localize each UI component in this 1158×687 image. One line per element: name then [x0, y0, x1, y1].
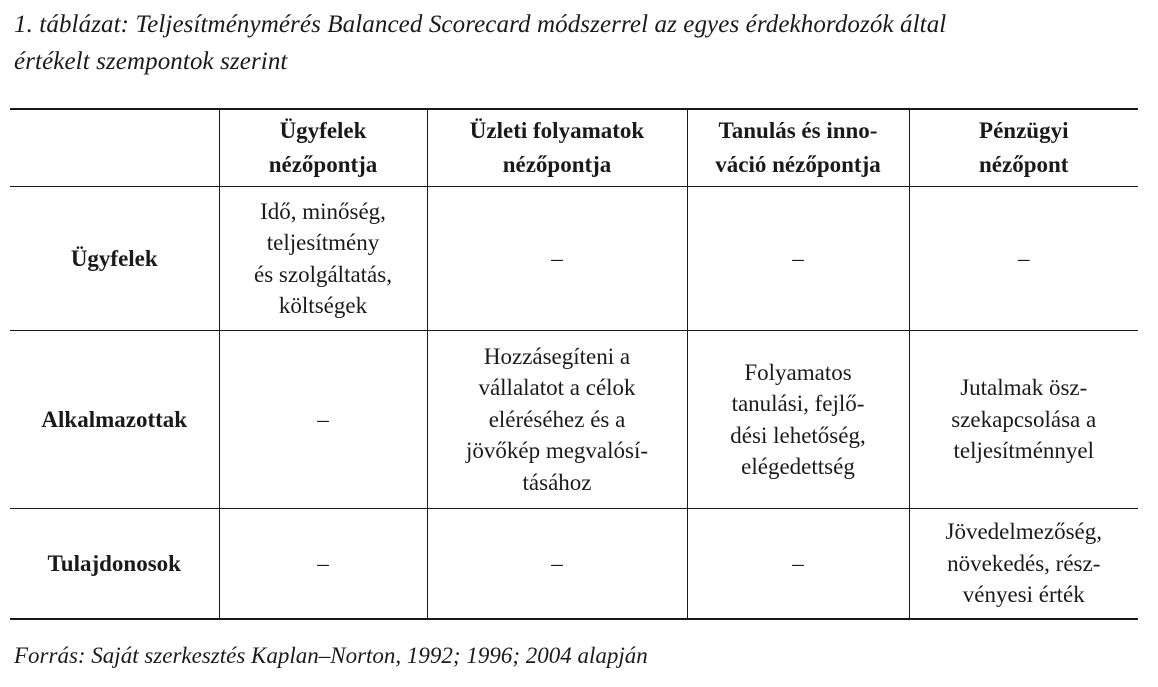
column-header-penzugyi	[909, 109, 1138, 187]
header-line: Ügyfelek	[279, 118, 367, 143]
table-row-tulajdonosok	[10, 509, 1138, 620]
cell-line: jövőkép megvalósí-	[465, 438, 649, 464]
corner-cell	[10, 109, 219, 187]
cell-line: Folyamatos	[744, 359, 852, 385]
cell-line: Hozzásegíteni a	[483, 343, 631, 369]
cell-line: vényesi érték	[962, 582, 1085, 608]
cell-line: –	[317, 550, 329, 576]
cell-line: –	[792, 550, 804, 576]
cell-line: növekedés, rész-	[947, 550, 1101, 576]
cell-line: tásához	[522, 469, 592, 495]
table-cell	[687, 187, 909, 331]
header-line: Üzleti folyamatok	[469, 118, 645, 143]
cell-line: –	[1018, 245, 1030, 271]
scorecard-table-wrapper	[10, 108, 1138, 620]
table-header-row	[10, 109, 1138, 187]
cell-line: és szolgáltatás,	[254, 261, 392, 287]
header-line: Pénzügyi	[979, 118, 1069, 143]
table-cell	[427, 187, 687, 331]
cell-line: költségek	[278, 293, 368, 318]
cell-line: szekapcsolása a	[951, 406, 1097, 432]
column-header-tanulas-innovacio	[687, 109, 909, 187]
header-line: Tanulás és inno-	[718, 118, 878, 143]
table-cell	[909, 331, 1138, 509]
cell-line: Jövedelmezőség,	[945, 519, 1102, 545]
table-cell	[219, 331, 427, 509]
caption-line-2: értékelt szempontok szerint	[14, 48, 288, 75]
column-header-uzleti-folyamatok	[427, 109, 687, 187]
table-row-ugyfelek	[10, 187, 1138, 331]
row-header-ugyfelek: Ügyfelek	[10, 187, 219, 331]
table-row-alkalmazottak	[10, 331, 1138, 509]
table-cell	[687, 509, 909, 620]
table-cell	[427, 331, 687, 509]
cell-line: –	[317, 406, 329, 432]
header-line: nézőpontja	[502, 152, 612, 177]
cell-line: tanulási, fejlő-	[731, 391, 865, 416]
row-header-alkalmazottak: Alkalmazottak	[10, 331, 219, 509]
cell-line: Jutalmak ösz-	[960, 375, 1088, 401]
table-caption	[14, 6, 1134, 80]
cell-line: teljesítménnyel	[953, 438, 1094, 464]
table-cell	[219, 509, 427, 620]
header-line: váció nézőpontja	[715, 152, 881, 177]
table-cell	[909, 509, 1138, 620]
cell-line: –	[792, 245, 804, 271]
cell-line: –	[551, 550, 563, 576]
table-cell	[909, 187, 1138, 331]
cell-line: vállalatot a célok	[478, 375, 636, 401]
table-cell	[219, 187, 427, 331]
row-header-tulajdonosok: Tulajdonosok	[10, 509, 219, 620]
cell-line: –	[551, 245, 563, 271]
cell-line: teljesítmény	[266, 230, 380, 255]
header-line: nézőpont	[979, 152, 1069, 177]
cell-line: elégedettség	[741, 454, 855, 479]
cell-line: eléréséhez és a	[488, 406, 626, 432]
table-cell	[427, 509, 687, 620]
column-header-ugyfelek	[219, 109, 427, 187]
caption-line-1: 1. táblázat: Teljesítménymérés Balanced Scorecard módszerrel az egyes érdekhordozók által	[14, 11, 947, 38]
scorecard-table	[10, 108, 1138, 620]
header-line: nézőpontja	[268, 152, 378, 177]
cell-line: dési lehetőség,	[730, 422, 866, 448]
cell-line: Idő, minőség,	[260, 198, 386, 224]
source-note: Forrás: Saját szerkesztés Kaplan–Norton, 1992; 1996; 2004 alapján	[14, 643, 648, 668]
table-cell	[687, 331, 909, 509]
